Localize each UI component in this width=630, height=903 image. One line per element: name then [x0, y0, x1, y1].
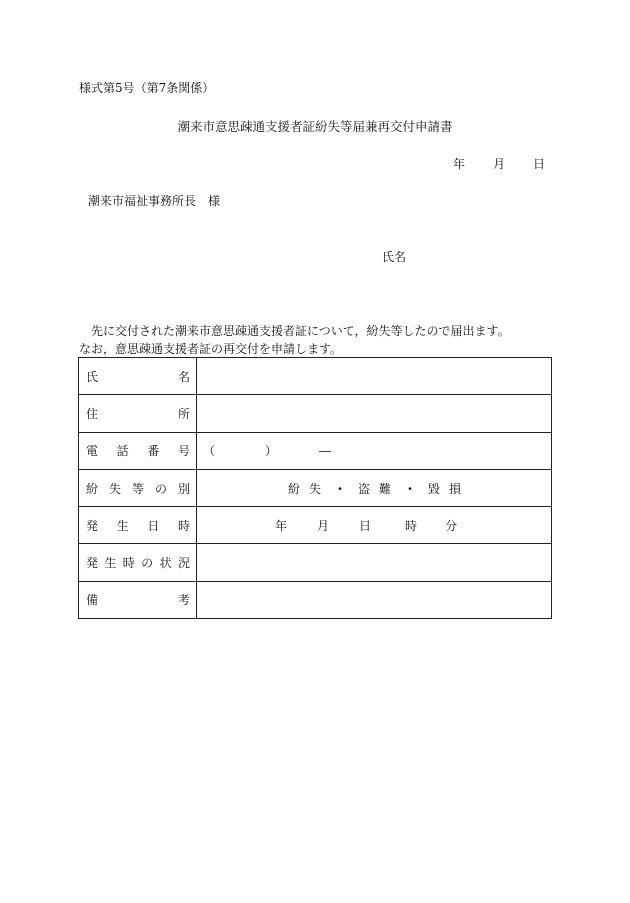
label-char: 生: [116, 518, 129, 533]
label-char: 発: [86, 556, 99, 571]
applicant-name-label: 氏名: [382, 250, 407, 264]
label-char: 電: [86, 444, 99, 459]
date-year-label: 年: [453, 157, 466, 171]
row-label-name: [79, 358, 197, 395]
address-field[interactable]: [197, 395, 552, 432]
table-row-remarks: [79, 581, 552, 618]
label-char: 生: [104, 556, 117, 571]
phone-dash: ―: [319, 443, 332, 458]
form-number: 様式第5号（第7条関係）: [79, 81, 215, 95]
table-row-phone: [79, 432, 552, 469]
addressee-name: 潮来市福祉事務所長: [88, 194, 197, 208]
label-char: 番: [147, 444, 160, 459]
label-char: 紛: [86, 481, 99, 496]
table-row-name: [79, 358, 552, 395]
occurrence-datetime-field[interactable]: [197, 507, 552, 544]
table-row-address: [79, 395, 552, 432]
row-label-address: [79, 395, 197, 432]
label-char: 話: [116, 444, 129, 459]
phone-field[interactable]: [197, 432, 552, 469]
label-char: 等: [131, 481, 144, 496]
label-char: 氏: [86, 369, 99, 384]
choice-separator: ・: [404, 481, 417, 496]
label-char: 発: [86, 518, 99, 533]
label-char: 別: [177, 481, 190, 496]
document-title: 潮来市意思疎通支援者証紛失等届兼再交付申請書: [177, 119, 453, 134]
datetime-month-label: 月: [317, 518, 330, 533]
phone-open-paren: （: [203, 444, 216, 459]
date-line: [453, 158, 545, 170]
datetime-hour-label: 時: [405, 518, 418, 533]
label-char: 時: [122, 556, 135, 571]
label-char: 所: [177, 406, 190, 421]
application-table: [78, 357, 552, 619]
label-char: 日: [147, 518, 160, 533]
date-day-label: 日: [533, 157, 546, 171]
statement-line-2: なお，意思疎通支援者証の再交付を申請します。: [79, 342, 343, 356]
label-char: 号: [177, 444, 190, 459]
label-char: の: [154, 481, 167, 496]
label-char: 況: [177, 556, 190, 571]
loss-type-option-loss[interactable]: 紛失: [287, 481, 330, 496]
row-label-loss-type: [79, 469, 197, 506]
addressee-honorific: 様: [208, 194, 221, 208]
loss-type-field: [197, 469, 552, 506]
circumstances-field[interactable]: [197, 544, 552, 581]
addressee: [88, 195, 220, 207]
row-label-remarks: [79, 581, 197, 618]
statement-line-1: 先に交付された潮来市意思疎通支援者証について，紛失等したので届出ます。: [91, 324, 510, 338]
loss-type-option-damage[interactable]: 毀損: [428, 481, 471, 496]
table-row-loss-type: [79, 469, 552, 506]
row-label-occurrence-datetime: [79, 507, 197, 544]
choice-separator: ・: [333, 481, 346, 496]
label-char: の: [141, 556, 154, 571]
label-char: 名: [177, 369, 190, 384]
datetime-year-label: 年: [275, 518, 288, 533]
label-char: 備: [86, 593, 99, 608]
datetime-day-label: 日: [359, 518, 372, 533]
label-char: 住: [86, 406, 99, 421]
date-month-label: 月: [493, 157, 506, 171]
remarks-field[interactable]: [197, 581, 552, 618]
label-char: 考: [177, 593, 190, 608]
datetime-minute-label: 分: [445, 518, 458, 533]
name-field[interactable]: [197, 358, 552, 395]
row-label-phone: [79, 432, 197, 469]
label-char: 失: [108, 481, 121, 496]
table-row-circumstances: [79, 544, 552, 581]
label-char: 時: [177, 518, 190, 533]
table-row-occurrence-datetime: [79, 507, 552, 544]
phone-close-paren: ）: [265, 444, 278, 459]
row-label-circumstances: [79, 544, 197, 581]
loss-type-option-theft[interactable]: 盗難: [357, 481, 400, 496]
label-char: 状: [159, 556, 172, 571]
